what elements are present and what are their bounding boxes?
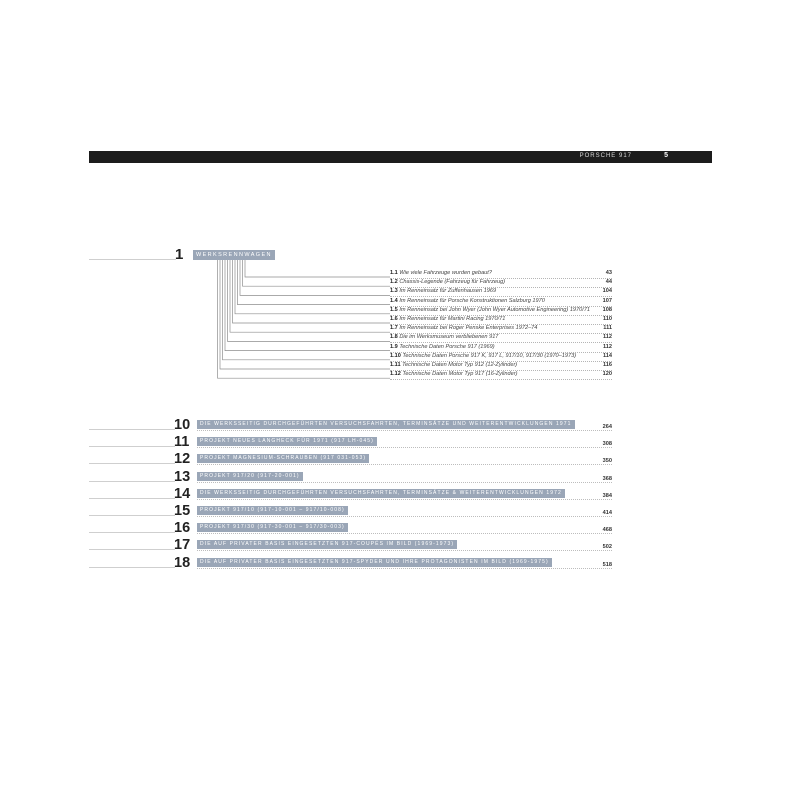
entry-title: Wie viele Fahrzeuge wurden gebaut? — [399, 270, 492, 276]
entry-number: 1.12 — [390, 371, 401, 378]
chapter-label: DIE AUF PRIVATER BASIS EINGESETZTEN 917-COUPÉS IM BILD (1969-1973) — [197, 540, 457, 549]
chapter-label: PROJEKT 917/30 (917-30-001 – 917/30-003) — [197, 523, 348, 532]
chapter-page: 414 — [602, 510, 612, 516]
entry-number: 1.2 — [390, 279, 398, 286]
entry-title: Chassis-Legende (Fahrzeug für Fahrzeug) — [399, 279, 506, 286]
bracket-line — [223, 260, 391, 360]
chapter-label: DIE WERKSSEITIG DURCHGEFÜHRTEN VERSUCHSFAHRTEN, TERMINSÄTZE UND WEITERENTWICKLUNGEN 1971 — [197, 420, 575, 429]
entry-number: 1.5 — [390, 306, 398, 313]
chapter-label: PROJEKT NEUES LANGHECK FÜR 1971 (917 LH-045) — [197, 437, 377, 446]
entry-number: 1.6 — [390, 316, 398, 322]
bracket-line — [245, 260, 390, 277]
chapter-number: 14 — [174, 485, 191, 502]
entry-page: 104 — [602, 288, 612, 295]
entry-number: 1.3 — [390, 288, 398, 295]
chapter-number: 17 — [174, 537, 191, 554]
chapter-leader — [197, 533, 612, 534]
entry-page: 114 — [602, 352, 612, 359]
entry-page: 112 — [602, 334, 612, 341]
chapter-leader — [197, 482, 612, 483]
chapter-rule — [89, 567, 175, 568]
section-number: 1 — [175, 246, 184, 263]
chapter-label: DIE WERKSSEITIG DURCHGEFÜHRTEN VERSUCHSFAHRTEN, TERMINSÄTZE & WEITERENTWICKLUNGEN 1972 — [197, 489, 565, 498]
chapter-page: 350 — [602, 458, 612, 465]
bracket-line — [238, 260, 391, 305]
chapter-number: 11 — [174, 434, 190, 451]
chapter-rule — [89, 481, 175, 482]
bracket-line — [225, 260, 390, 351]
chapter-number: 18 — [174, 554, 191, 571]
bracket-line — [240, 260, 390, 295]
entry-page: 107 — [602, 297, 612, 304]
chapter-page: 518 — [602, 561, 612, 568]
entry-page: 116 — [602, 362, 612, 368]
entry-page: 110 — [602, 316, 612, 322]
chapter-page: 502 — [602, 544, 612, 551]
running-header-title: PORSCHE 917 — [579, 153, 632, 159]
chapter-page: 264 — [602, 424, 612, 430]
entry-number: 1.8 — [390, 334, 398, 341]
chapter-label: PROJEKT MAGNESIUM-SCHRAUBEN (917 031-053) — [197, 454, 369, 463]
chapter-rule — [89, 446, 175, 447]
chapter-rule — [89, 463, 175, 464]
chapter-leader — [197, 568, 612, 569]
entry-title: Im Renneinsatz für Martini Racing 1970/71 — [399, 316, 506, 322]
bracket-line — [228, 260, 391, 341]
chapter-rule — [89, 515, 175, 516]
entry-number: 1.10 — [390, 352, 401, 359]
entry-page: 120 — [602, 371, 612, 378]
entry-number: 1.1 — [390, 270, 398, 276]
entry-title: Technische Daten Porsche 917 (1969) — [399, 343, 495, 350]
chapter-label: PROJEKT 917/10 (917-10-001 – 917/10-008) — [197, 506, 348, 515]
bracket-line — [230, 260, 390, 332]
chapter-rule — [89, 549, 175, 550]
page-number: 5 — [664, 152, 668, 159]
entry-title: Im Renneinsatz für Zuffenhausen 1969 — [399, 288, 497, 295]
entry-title: Technische Daten Motor Typ 912 (12-Zylinder) — [402, 362, 518, 368]
chapter-page: 468 — [602, 527, 612, 534]
bracket-line — [235, 260, 390, 314]
bracket-line — [218, 260, 391, 378]
bracket-line — [220, 260, 390, 369]
chapter-leader — [197, 464, 612, 465]
entry-title: Im Renneinsatz bei John Wyer (John Wyer Automotive Engineering) 1970/71 — [399, 306, 591, 313]
chapter-label: DIE AUF PRIVATER BASIS EINGESETZTEN 917-SPYDER UND IHRE PROTAGONISTEN IM BILD (1969-1975) — [197, 558, 552, 567]
entry-title: Im Renneinsatz bei Roger Penske Enterprises 1972–74 — [399, 325, 538, 332]
entry-page: 44 — [605, 279, 612, 286]
chapter-label: PROJEKT 917/20 (917-20-001) — [197, 472, 303, 481]
chapter-leader — [197, 550, 612, 551]
chapter-rule — [89, 429, 175, 430]
chapter-page: 368 — [602, 475, 612, 482]
chapter-number: 10 — [174, 417, 191, 433]
entry-page: 43 — [605, 270, 612, 276]
entry-number: 1.9 — [390, 343, 398, 350]
chapter-number: 15 — [174, 503, 191, 519]
chapter-rule — [89, 532, 175, 533]
entry-title: Technische Daten Motor Typ 917 (16-Zylinder) — [402, 371, 518, 378]
chapter-rule — [89, 498, 175, 499]
entry-number: 1.11 — [390, 362, 401, 368]
chapter-leader — [197, 430, 612, 431]
entry-number: 1.4 — [390, 297, 398, 304]
chapter-page: 308 — [602, 441, 612, 448]
entry-title: Die im Werksmuseum verbliebenen 917 — [399, 334, 499, 341]
chapter-leader — [197, 447, 612, 448]
toc-entry[interactable] — [390, 370, 612, 380]
chapter-entry[interactable] — [0, 555, 800, 575]
entry-page: 108 — [602, 306, 612, 313]
entry-page: 112 — [602, 343, 612, 350]
chapter-leader — [197, 499, 612, 500]
bracket-line — [243, 260, 391, 286]
chapter-number: 12 — [174, 451, 191, 468]
entry-title: Technische Daten Porsche 917 K, 917 L, 917/10, 917/30 (1970–1973) — [402, 352, 577, 359]
chapter-number: 13 — [174, 468, 191, 485]
section-label: WERKSRENNWAGEN — [193, 250, 275, 260]
chapter-leader — [197, 516, 612, 517]
entry-number: 1.7 — [390, 325, 398, 332]
chapter-page: 384 — [602, 492, 612, 499]
entry-page: 111 — [603, 325, 612, 332]
chapter-number: 16 — [174, 520, 191, 537]
entry-title: Im Renneinsatz für Porsche Konstruktionen Salzburg 1970 — [399, 297, 545, 304]
